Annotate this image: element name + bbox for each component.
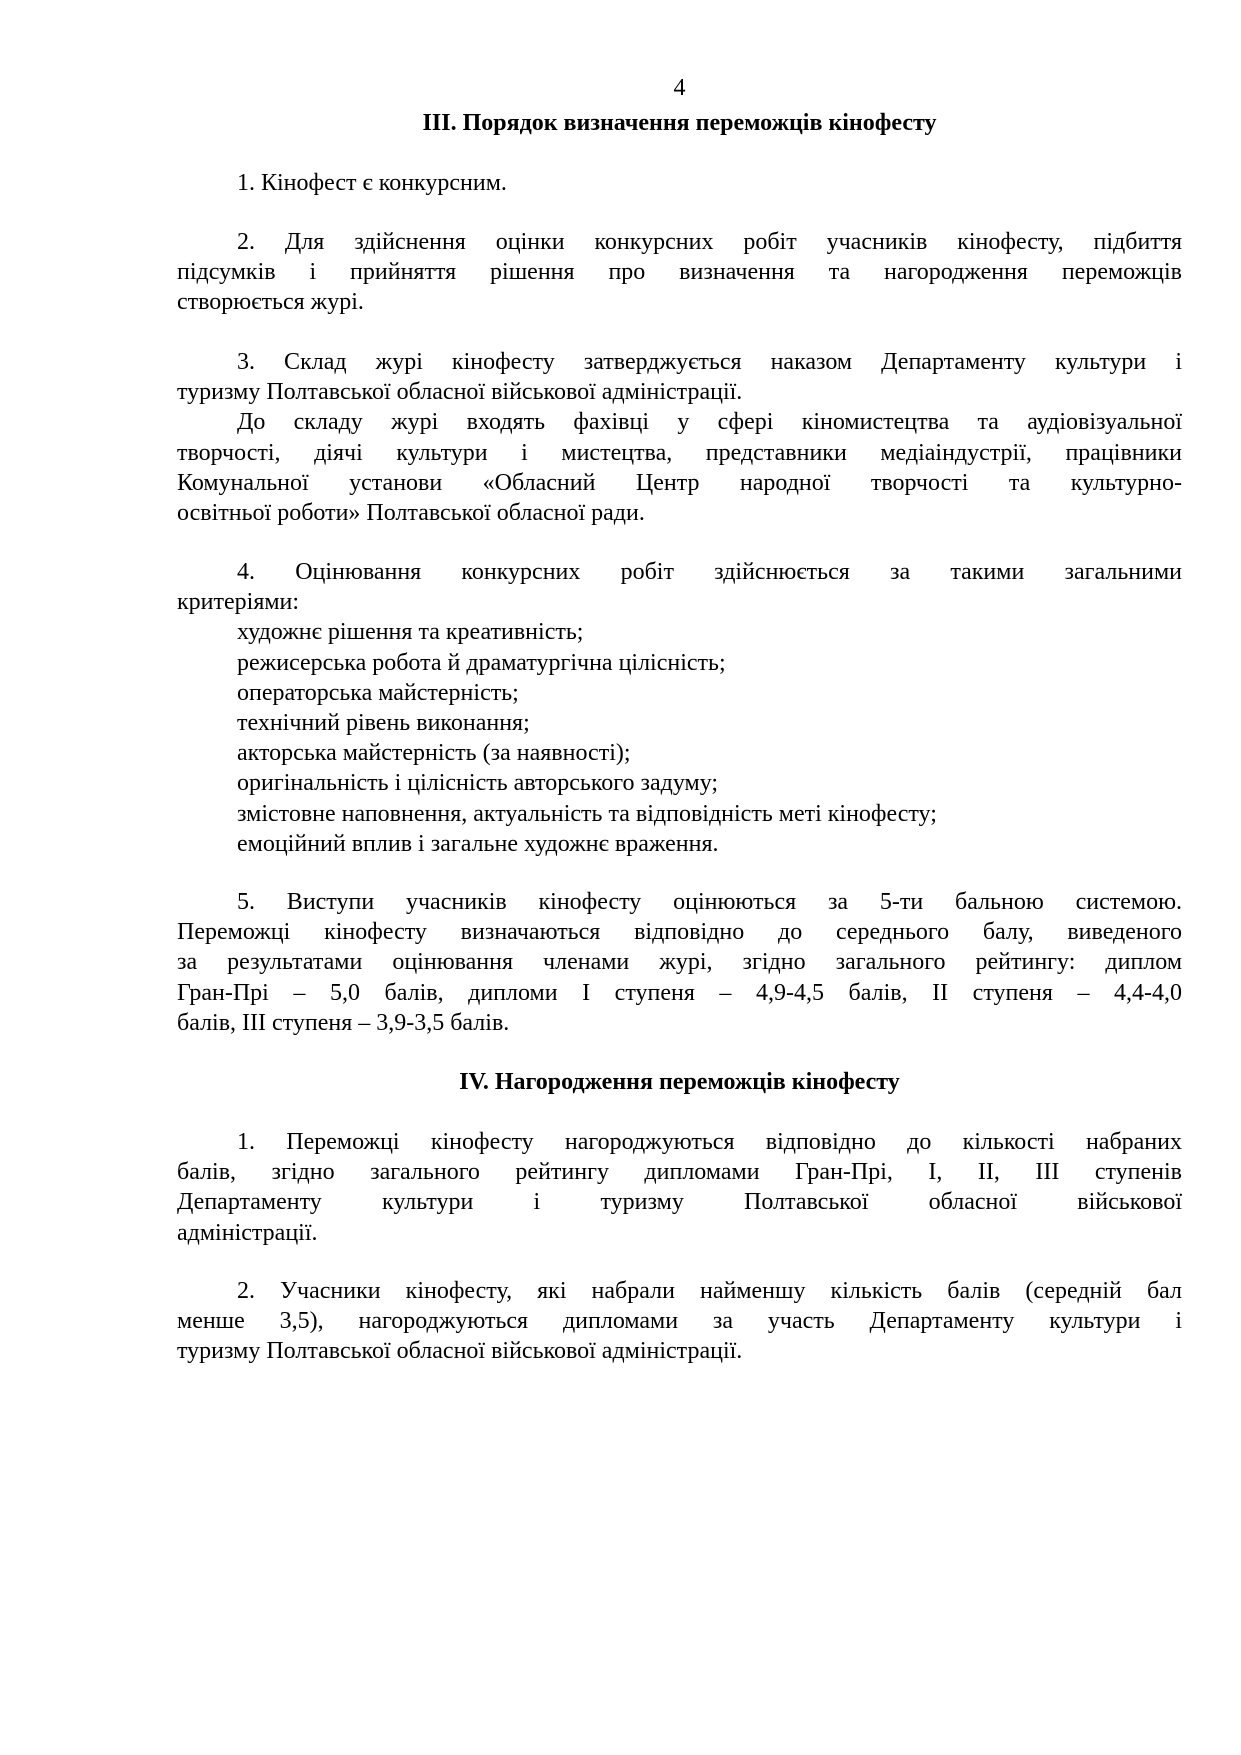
text-line: 2. Учасники кінофесту, які набрали найменшу кількість балів (середній бал: [237, 1278, 1182, 1304]
text-line: туризму Полтавської обласної військової адміністрації.: [177, 379, 743, 406]
text-line: Комунальної установи «Обласний Центр народної творчості та культурно-: [177, 469, 1182, 496]
text-line: створюється журі.: [177, 289, 364, 316]
text-line: освітньої роботи» Полтавської обласної ради.: [177, 499, 645, 526]
text-line: балів, ІІІ ступеня – 3,9-3,5 балів.: [177, 1009, 510, 1036]
s3-paragraph-4: [177, 557, 1182, 859]
criteria-item: акторська майстерність (за наявності);: [237, 740, 631, 767]
criteria-item: оригінальність і цілісність авторського задуму;: [237, 770, 719, 797]
text-line: балів, згідно загального рейтингу дипломами Гран-Прі, І, ІІ, ІІІ ступенів: [177, 1159, 1182, 1186]
text-line: 4. Оцінювання конкурсних робіт здійснюється за такими загальними: [237, 559, 1182, 585]
criteria-item: художнє рішення та креативність;: [237, 619, 584, 646]
text-line: творчості, діячі культури і мистецтва, представники медіаіндустрії, працівники: [177, 439, 1182, 466]
text-line: 1. Кінофест є конкурсним.: [237, 170, 507, 196]
s3-paragraph-2: [177, 227, 1182, 318]
s3-paragraph-3: [177, 347, 1182, 528]
text-line: 3. Склад журі кінофесту затверджується наказом Департаменту культури і: [237, 349, 1182, 375]
s4-paragraph-1: [177, 1127, 1182, 1248]
criteria-item: технічний рівень виконання;: [237, 709, 530, 736]
criteria-item: режисерська робота й драматургічна цілісність;: [237, 649, 726, 676]
text-line: 5. Виступи учасників кінофесту оцінюються за 5-ти бальною системою.: [237, 889, 1182, 915]
text-line: туризму Полтавської обласної військової адміністрації.: [177, 1338, 743, 1365]
page-number: 4: [673, 75, 686, 101]
text-line: Гран-Прі – 5,0 балів, дипломи І ступеня – 4,9-4,5 балів, ІІ ступеня – 4,4-4,0: [177, 979, 1182, 1006]
text-line: критеріями:: [177, 589, 300, 616]
text-line: До складу журі входять фахівці у сфері кіномистецтва та аудіовізуальної: [237, 409, 1182, 436]
text-line: підсумків і прийняття рішення про визначення та нагородження переможців: [177, 259, 1182, 286]
criteria-item: емоційний вплив і загальне художнє враження.: [237, 830, 719, 857]
criteria-item: змістовне наповнення, актуальність та відповідність меті кінофесту;: [237, 800, 937, 827]
section-3-heading: ІІІ. Порядок визначення переможців кінофесту: [422, 110, 937, 136]
s3-paragraph-1: [177, 168, 1182, 198]
criteria-item: операторська майстерність;: [237, 679, 519, 706]
text-line: Переможці кінофесту визначаються відповідно до середнього балу, виведеного: [177, 919, 1182, 946]
text-line: менше 3,5), нагороджуються дипломами за участь Департаменту культури і: [177, 1308, 1182, 1335]
text-line: 1. Переможці кінофесту нагороджуються відповідно до кількості набраних: [237, 1129, 1182, 1155]
s3-paragraph-5: [177, 887, 1182, 1038]
s4-paragraph-2: [177, 1276, 1182, 1367]
text-line: Департаменту культури і туризму Полтавської обласної військової: [177, 1189, 1182, 1216]
text-line: адміністрації.: [177, 1219, 318, 1246]
text-line: 2. Для здійснення оцінки конкурсних робіт учасників кінофесту, підбиття: [237, 229, 1182, 255]
text-line: за результатами оцінювання членами журі, згідно загального рейтингу: диплом: [177, 949, 1182, 976]
section-4-heading: IV. Нагородження переможців кінофесту: [459, 1069, 900, 1095]
